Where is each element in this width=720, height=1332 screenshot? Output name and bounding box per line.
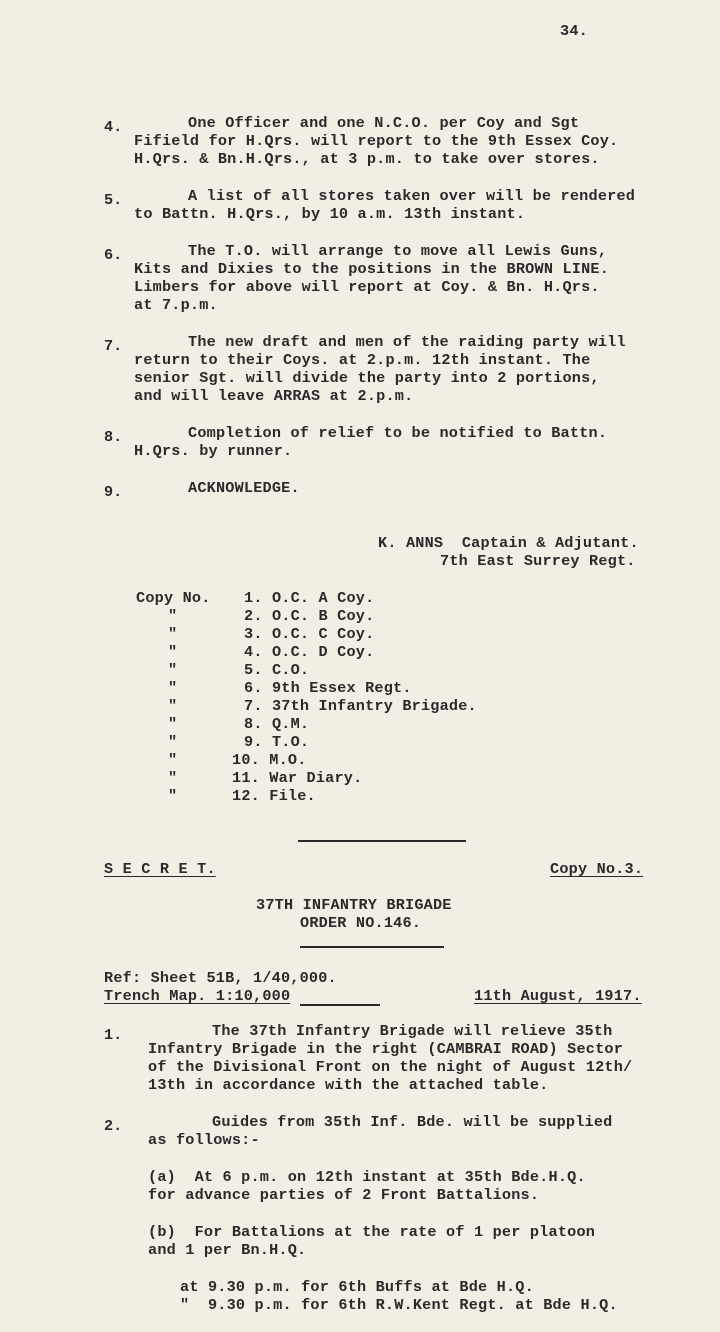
ditto-mark: " [168,679,178,697]
section-divider [298,840,466,842]
paragraph-number: 5. [104,191,123,209]
paragraph-line: as follows:- [148,1131,260,1149]
paragraph-number: 7. [104,337,123,355]
order-number: ORDER NO.146. [300,914,422,932]
copy-no-label: Copy No. [136,589,211,607]
distribution-item: 6. 9th Essex Regt. [244,679,412,697]
paragraph-number: 4. [104,118,123,136]
distribution-item: 1. O.C. A Coy. [244,589,375,607]
distribution-item: 11. War Diary. [232,769,363,787]
distribution-item: 7. 37th Infantry Brigade. [244,697,477,715]
paragraph-number: 8. [104,428,123,446]
order-date: 11th August, 1917. [474,987,642,1005]
subparagraph-line: (b) For Battalions at the rate of 1 per platoon [148,1223,596,1241]
ditto-mark: " [168,751,178,769]
distribution-item: 10. M.O. [232,751,307,769]
paragraph-line: The new draft and men of the raiding party will [188,333,626,351]
signature-line: K. ANNS Captain & Adjutant. [378,534,639,552]
map-reference: Ref: Sheet 51B, 1/40,000. [104,969,337,987]
distribution-item: 9. T.O. [244,733,310,751]
ditto-mark: " [168,787,178,805]
distribution-item: 2. O.C. B Coy. [244,607,375,625]
paragraph-line: H.Qrs. by runner. [134,442,293,460]
paragraph-line: senior Sgt. will divide the party into 2 portions, [134,369,600,387]
paragraph-line: and will leave ARRAS at 2.p.m. [134,387,414,405]
subparagraph-line: and 1 per Bn.H.Q. [148,1241,307,1259]
ditto-mark: " [168,625,178,643]
guide-time-line: at 9.30 p.m. for 6th Buffs at Bde H.Q. [180,1278,534,1296]
order-title: 37TH INFANTRY BRIGADE [256,896,452,914]
reference-underline [300,1004,380,1006]
subparagraph-line: (a) At 6 p.m. on 12th instant at 35th Bde.H.Q. [148,1168,586,1186]
ditto-mark: " [168,769,178,787]
distribution-item: 5. C.O. [244,661,310,679]
paragraph-number: 9. [104,483,123,501]
ditto-mark: " [168,733,178,751]
trench-map-reference: Trench Map. 1:10,000 [104,987,291,1005]
paragraph-line: A list of all stores taken over will be rendered [188,187,636,205]
paragraph-line: Guides from 35th Inf. Bde. will be supplied [212,1113,613,1131]
paragraph-line: Limbers for above will report at Coy. & Bn. H.Qrs. [134,278,600,296]
page-number: 34. [560,22,588,40]
guide-time-line: " 9.30 p.m. for 6th R.W.Kent Regt. at Bde H.Q. [180,1296,618,1314]
distribution-item: 3. O.C. C Coy. [244,625,375,643]
signature-unit: 7th East Surrey Regt. [440,552,636,570]
paragraph-number: 2. [104,1117,123,1135]
paragraph-line: Infantry Brigade in the right (CAMBRAI ROAD) Sector [148,1040,624,1058]
secret-heading: S E C R E T. [104,860,216,878]
paragraph-line: Completion of relief to be notified to Battn. [188,424,608,442]
paragraph-line: The 37th Infantry Brigade will relieve 35th [212,1022,613,1040]
copy-number: Copy No.3. [550,860,644,878]
paragraph-line: of the Divisional Front on the night of August 12th/ [148,1058,633,1076]
paragraph-line: Fifield for H.Qrs. will report to the 9th Essex Coy. [134,132,619,150]
subparagraph-line: for advance parties of 2 Front Battalions. [148,1186,540,1204]
paragraph-number: 6. [104,246,123,264]
paragraph-line: One Officer and one N.C.O. per Coy and Sgt [188,114,580,132]
ditto-mark: " [168,643,178,661]
distribution-item: 8. Q.M. [244,715,310,733]
ditto-mark: " [168,607,178,625]
title-underline [300,946,444,948]
ditto-mark: " [168,715,178,733]
paragraph-number: 1. [104,1026,123,1044]
paragraph-line: H.Qrs. & Bn.H.Qrs., at 3 p.m. to take over stores. [134,150,600,168]
ditto-mark: " [168,697,178,715]
paragraph-line: return to their Coys. at 2.p.m. 12th instant. The [134,351,591,369]
paragraph-line: 13th in accordance with the attached table. [148,1076,549,1094]
distribution-item: 4. O.C. D Coy. [244,643,375,661]
paragraph-line: at 7.p.m. [134,296,218,314]
paragraph-line: to Battn. H.Qrs., by 10 a.m. 13th instant. [134,205,526,223]
ditto-mark: " [168,661,178,679]
distribution-item: 12. File. [232,787,316,805]
paragraph-line: The T.O. will arrange to move all Lewis Guns, [188,242,608,260]
paragraph-line: ACKNOWLEDGE. [188,479,300,497]
paragraph-line: Kits and Dixies to the positions in the BROWN LINE. [134,260,610,278]
